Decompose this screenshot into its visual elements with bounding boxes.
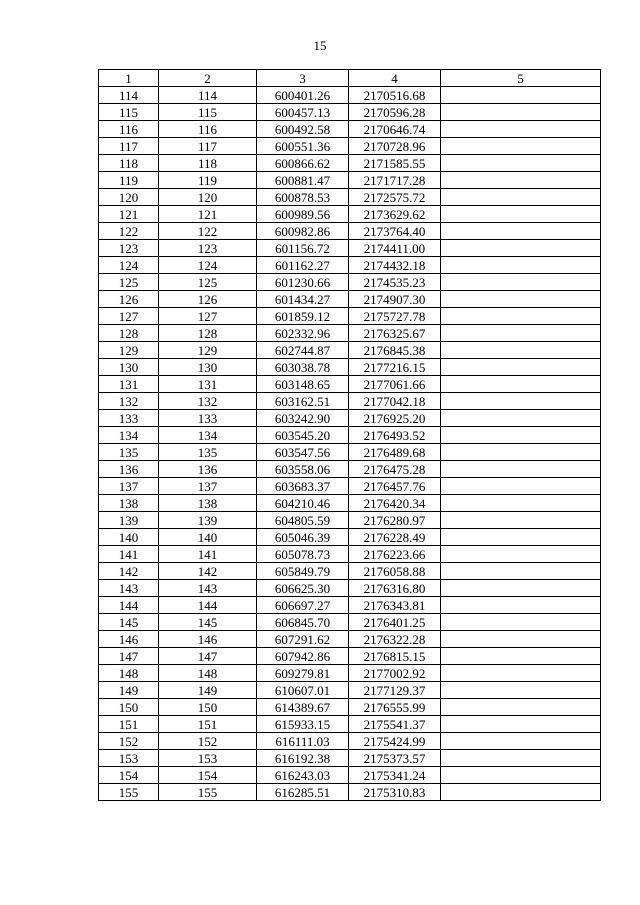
cell-x-coordinate: 600989.56 (257, 206, 349, 223)
cell-x-coordinate: 605849.79 (257, 563, 349, 580)
cell-x-coordinate: 605078.73 (257, 546, 349, 563)
cell-y-coordinate: 2176401.25 (349, 614, 441, 631)
cell-y-coordinate: 2176475.28 (349, 461, 441, 478)
cell-point-id: 123 (159, 240, 257, 257)
cell-note (441, 359, 601, 376)
cell-x-coordinate: 616192.38 (257, 750, 349, 767)
cell-note (441, 546, 601, 563)
cell-x-coordinate: 603547.56 (257, 444, 349, 461)
table-header-row (99, 70, 601, 87)
cell-point-id: 151 (159, 716, 257, 733)
column-header-2: 2 (159, 70, 257, 87)
table-row (99, 512, 601, 529)
table-row (99, 631, 601, 648)
cell-note (441, 478, 601, 495)
cell-x-coordinate: 606845.70 (257, 614, 349, 631)
cell-point-number: 152 (99, 733, 159, 750)
cell-y-coordinate: 2177002.92 (349, 665, 441, 682)
table-row (99, 546, 601, 563)
cell-note (441, 563, 601, 580)
cell-x-coordinate: 610607.01 (257, 682, 349, 699)
table-row (99, 138, 601, 155)
cell-x-coordinate: 603545.20 (257, 427, 349, 444)
cell-y-coordinate: 2174432.18 (349, 257, 441, 274)
cell-note (441, 784, 601, 801)
cell-note (441, 733, 601, 750)
cell-x-coordinate: 602744.87 (257, 342, 349, 359)
cell-note (441, 189, 601, 206)
cell-note (441, 444, 601, 461)
cell-note (441, 223, 601, 240)
cell-note (441, 410, 601, 427)
table-row (99, 308, 601, 325)
cell-y-coordinate: 2170646.74 (349, 121, 441, 138)
cell-point-id: 154 (159, 767, 257, 784)
cell-note (441, 138, 601, 155)
cell-y-coordinate: 2176325.67 (349, 325, 441, 342)
cell-point-id: 131 (159, 376, 257, 393)
cell-y-coordinate: 2175373.57 (349, 750, 441, 767)
cell-y-coordinate: 2177216.15 (349, 359, 441, 376)
cell-x-coordinate: 601859.12 (257, 308, 349, 325)
cell-point-id: 114 (159, 87, 257, 104)
table-row (99, 529, 601, 546)
table-row (99, 580, 601, 597)
cell-y-coordinate: 2173764.40 (349, 223, 441, 240)
cell-x-coordinate: 603038.78 (257, 359, 349, 376)
cell-point-number: 146 (99, 631, 159, 648)
cell-point-number: 147 (99, 648, 159, 665)
cell-note (441, 699, 601, 716)
cell-y-coordinate: 2176058.88 (349, 563, 441, 580)
cell-y-coordinate: 2171717.28 (349, 172, 441, 189)
cell-note (441, 206, 601, 223)
cell-point-number: 120 (99, 189, 159, 206)
cell-point-number: 153 (99, 750, 159, 767)
cell-note (441, 172, 601, 189)
cell-note (441, 87, 601, 104)
cell-x-coordinate: 616285.51 (257, 784, 349, 801)
cell-point-id: 152 (159, 733, 257, 750)
cell-point-id: 150 (159, 699, 257, 716)
table-row (99, 325, 601, 342)
cell-point-number: 130 (99, 359, 159, 376)
cell-point-number: 140 (99, 529, 159, 546)
cell-note (441, 512, 601, 529)
cell-point-id: 135 (159, 444, 257, 461)
cell-point-id: 138 (159, 495, 257, 512)
table-body (99, 87, 601, 801)
table-row (99, 461, 601, 478)
table-row (99, 104, 601, 121)
cell-y-coordinate: 2177129.37 (349, 682, 441, 699)
cell-x-coordinate: 603162.51 (257, 393, 349, 410)
cell-y-coordinate: 2176420.34 (349, 495, 441, 512)
table-row (99, 291, 601, 308)
cell-x-coordinate: 601162.27 (257, 257, 349, 274)
cell-y-coordinate: 2174535.23 (349, 274, 441, 291)
cell-x-coordinate: 600982.86 (257, 223, 349, 240)
cell-note (441, 342, 601, 359)
table-row (99, 478, 601, 495)
table-row (99, 648, 601, 665)
cell-note (441, 240, 601, 257)
cell-point-id: 140 (159, 529, 257, 546)
table-row (99, 699, 601, 716)
cell-x-coordinate: 614389.67 (257, 699, 349, 716)
cell-y-coordinate: 2176493.52 (349, 427, 441, 444)
cell-x-coordinate: 602332.96 (257, 325, 349, 342)
table-row (99, 563, 601, 580)
cell-y-coordinate: 2176925.20 (349, 410, 441, 427)
cell-y-coordinate: 2176457.76 (349, 478, 441, 495)
cell-point-id: 153 (159, 750, 257, 767)
cell-x-coordinate: 601230.66 (257, 274, 349, 291)
page-number: 15 (313, 38, 327, 53)
cell-point-number: 116 (99, 121, 159, 138)
cell-note (441, 750, 601, 767)
cell-point-number: 134 (99, 427, 159, 444)
cell-point-number: 150 (99, 699, 159, 716)
cell-point-number: 114 (99, 87, 159, 104)
cell-note (441, 597, 601, 614)
cell-point-id: 115 (159, 104, 257, 121)
cell-point-number: 144 (99, 597, 159, 614)
cell-point-number: 126 (99, 291, 159, 308)
cell-y-coordinate: 2176555.99 (349, 699, 441, 716)
cell-note (441, 767, 601, 784)
cell-y-coordinate: 2177042.18 (349, 393, 441, 410)
cell-point-number: 124 (99, 257, 159, 274)
cell-point-number: 135 (99, 444, 159, 461)
cell-point-id: 122 (159, 223, 257, 240)
cell-y-coordinate: 2176489.68 (349, 444, 441, 461)
cell-x-coordinate: 600866.62 (257, 155, 349, 172)
cell-point-id: 130 (159, 359, 257, 376)
cell-point-id: 118 (159, 155, 257, 172)
table-row (99, 767, 601, 784)
cell-x-coordinate: 601156.72 (257, 240, 349, 257)
cell-note (441, 274, 601, 291)
cell-x-coordinate: 601434.27 (257, 291, 349, 308)
cell-point-id: 146 (159, 631, 257, 648)
table-row (99, 121, 601, 138)
cell-point-id: 155 (159, 784, 257, 801)
table-row (99, 495, 601, 512)
cell-point-id: 144 (159, 597, 257, 614)
cell-y-coordinate: 2176223.66 (349, 546, 441, 563)
table-row (99, 614, 601, 631)
cell-note (441, 308, 601, 325)
table-row (99, 155, 601, 172)
cell-point-id: 132 (159, 393, 257, 410)
cell-note (441, 580, 601, 597)
cell-point-number: 133 (99, 410, 159, 427)
cell-point-number: 154 (99, 767, 159, 784)
cell-y-coordinate: 2176280.97 (349, 512, 441, 529)
cell-point-number: 129 (99, 342, 159, 359)
cell-y-coordinate: 2173629.62 (349, 206, 441, 223)
cell-x-coordinate: 603683.37 (257, 478, 349, 495)
table-row (99, 410, 601, 427)
table-row (99, 240, 601, 257)
cell-note (441, 257, 601, 274)
cell-note (441, 461, 601, 478)
cell-x-coordinate: 606625.30 (257, 580, 349, 597)
cell-y-coordinate: 2175310.83 (349, 784, 441, 801)
table-row (99, 206, 601, 223)
cell-note (441, 104, 601, 121)
cell-y-coordinate: 2175341.24 (349, 767, 441, 784)
table-row (99, 342, 601, 359)
cell-y-coordinate: 2175541.37 (349, 716, 441, 733)
cell-y-coordinate: 2176228.49 (349, 529, 441, 546)
cell-x-coordinate: 603242.90 (257, 410, 349, 427)
cell-point-id: 120 (159, 189, 257, 206)
table-row (99, 665, 601, 682)
cell-y-coordinate: 2176815.15 (349, 648, 441, 665)
cell-point-number: 145 (99, 614, 159, 631)
cell-point-number: 142 (99, 563, 159, 580)
cell-point-id: 147 (159, 648, 257, 665)
table-row (99, 87, 601, 104)
cell-y-coordinate: 2175424.99 (349, 733, 441, 750)
cell-point-id: 139 (159, 512, 257, 529)
cell-point-id: 125 (159, 274, 257, 291)
cell-x-coordinate: 616243.03 (257, 767, 349, 784)
table-row (99, 359, 601, 376)
cell-y-coordinate: 2172575.72 (349, 189, 441, 206)
cell-point-number: 115 (99, 104, 159, 121)
cell-y-coordinate: 2170596.28 (349, 104, 441, 121)
cell-point-id: 127 (159, 308, 257, 325)
cell-point-number: 148 (99, 665, 159, 682)
cell-point-id: 134 (159, 427, 257, 444)
cell-note (441, 529, 601, 546)
cell-x-coordinate: 603148.65 (257, 376, 349, 393)
cell-x-coordinate: 600878.53 (257, 189, 349, 206)
cell-y-coordinate: 2175727.78 (349, 308, 441, 325)
cell-y-coordinate: 2176316.80 (349, 580, 441, 597)
cell-note (441, 665, 601, 682)
table-row (99, 172, 601, 189)
cell-point-id: 117 (159, 138, 257, 155)
table-row (99, 189, 601, 206)
cell-y-coordinate: 2176845.38 (349, 342, 441, 359)
cell-x-coordinate: 603558.06 (257, 461, 349, 478)
cell-point-number: 131 (99, 376, 159, 393)
cell-note (441, 631, 601, 648)
cell-point-id: 141 (159, 546, 257, 563)
cell-point-number: 125 (99, 274, 159, 291)
table-row (99, 257, 601, 274)
table-row (99, 376, 601, 393)
cell-point-id: 121 (159, 206, 257, 223)
cell-x-coordinate: 607291.62 (257, 631, 349, 648)
cell-point-number: 123 (99, 240, 159, 257)
cell-point-number: 119 (99, 172, 159, 189)
cell-point-id: 143 (159, 580, 257, 597)
cell-note (441, 682, 601, 699)
cell-point-number: 118 (99, 155, 159, 172)
cell-y-coordinate: 2170728.96 (349, 138, 441, 155)
cell-x-coordinate: 600551.36 (257, 138, 349, 155)
cell-x-coordinate: 600401.26 (257, 87, 349, 104)
cell-x-coordinate: 600457.13 (257, 104, 349, 121)
column-header-5: 5 (441, 70, 601, 87)
cell-x-coordinate: 604210.46 (257, 495, 349, 512)
cell-point-id: 136 (159, 461, 257, 478)
cell-note (441, 495, 601, 512)
cell-point-id: 124 (159, 257, 257, 274)
cell-note (441, 291, 601, 308)
table-row (99, 274, 601, 291)
column-header-3: 3 (257, 70, 349, 87)
cell-point-id: 142 (159, 563, 257, 580)
cell-point-id: 149 (159, 682, 257, 699)
cell-x-coordinate: 605046.39 (257, 529, 349, 546)
cell-point-id: 116 (159, 121, 257, 138)
cell-point-number: 132 (99, 393, 159, 410)
cell-point-number: 122 (99, 223, 159, 240)
cell-y-coordinate: 2170516.68 (349, 87, 441, 104)
cell-x-coordinate: 616111.03 (257, 733, 349, 750)
table-row (99, 733, 601, 750)
table-row (99, 716, 601, 733)
cell-x-coordinate: 600492.58 (257, 121, 349, 138)
cell-point-id: 128 (159, 325, 257, 342)
cell-point-number: 155 (99, 784, 159, 801)
table-row (99, 682, 601, 699)
cell-y-coordinate: 2174411.00 (349, 240, 441, 257)
cell-point-number: 151 (99, 716, 159, 733)
cell-point-number: 139 (99, 512, 159, 529)
table-row (99, 784, 601, 801)
cell-note (441, 614, 601, 631)
cell-note (441, 393, 601, 410)
table-row (99, 444, 601, 461)
cell-point-number: 128 (99, 325, 159, 342)
cell-point-id: 133 (159, 410, 257, 427)
table-row (99, 223, 601, 240)
cell-point-id: 145 (159, 614, 257, 631)
cell-point-number: 149 (99, 682, 159, 699)
cell-note (441, 325, 601, 342)
cell-point-number: 117 (99, 138, 159, 155)
table-row (99, 393, 601, 410)
table-row (99, 427, 601, 444)
cell-point-id: 129 (159, 342, 257, 359)
cell-y-coordinate: 2176343.81 (349, 597, 441, 614)
table-row (99, 597, 601, 614)
cell-x-coordinate: 609279.81 (257, 665, 349, 682)
cell-point-number: 127 (99, 308, 159, 325)
cell-x-coordinate: 600881.47 (257, 172, 349, 189)
cell-point-number: 138 (99, 495, 159, 512)
cell-point-number: 141 (99, 546, 159, 563)
cell-y-coordinate: 2176322.28 (349, 631, 441, 648)
cell-x-coordinate: 604805.59 (257, 512, 349, 529)
cell-point-number: 143 (99, 580, 159, 597)
cell-note (441, 648, 601, 665)
coordinates-table (98, 69, 601, 801)
column-header-1: 1 (99, 70, 159, 87)
cell-x-coordinate: 615933.15 (257, 716, 349, 733)
cell-point-id: 148 (159, 665, 257, 682)
cell-point-id: 137 (159, 478, 257, 495)
cell-note (441, 716, 601, 733)
cell-note (441, 121, 601, 138)
cell-x-coordinate: 607942.86 (257, 648, 349, 665)
cell-note (441, 155, 601, 172)
table-row (99, 750, 601, 767)
cell-note (441, 376, 601, 393)
cell-y-coordinate: 2174907.30 (349, 291, 441, 308)
column-header-4: 4 (349, 70, 441, 87)
cell-y-coordinate: 2177061.66 (349, 376, 441, 393)
cell-point-id: 119 (159, 172, 257, 189)
cell-y-coordinate: 2171585.55 (349, 155, 441, 172)
cell-point-number: 121 (99, 206, 159, 223)
cell-point-number: 137 (99, 478, 159, 495)
cell-note (441, 427, 601, 444)
cell-point-number: 136 (99, 461, 159, 478)
cell-x-coordinate: 606697.27 (257, 597, 349, 614)
cell-point-id: 126 (159, 291, 257, 308)
